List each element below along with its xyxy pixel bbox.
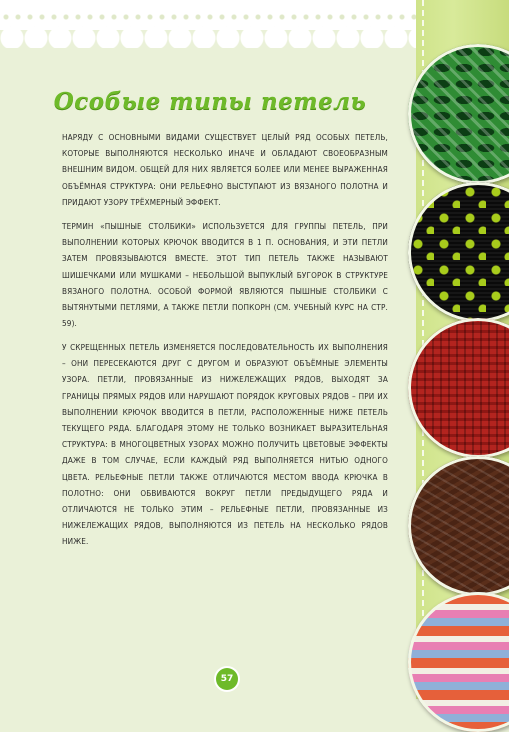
paragraph-puff-stitches: ТЕРМИН «ПЫШНЫЕ СТОЛБИКИ» ИСПОЛЬЗУЕТСЯ ДЛЯ ГРУППЫ ПЕТЕЛЬ, ПРИ ВЫПОЛНЕНИИ КОТОРЫХ КРЮЧОК ВВОДИТСЯ В 1 П. ОСНОВАНИЯ, И ЭТИ ПЕТЛИ ЗАТЕМ ПРОВЯЗЫВАЮТСЯ ВМЕСТЕ. ЭТОТ ТИП ПЕТЕЛЬ ТАКЖЕ НАЗЫВАЮТ ШИШЕЧКАМИ ИЛИ МУШКАМИ – НЕБОЛЬШОЙ ВЫПУКЛЫЙ БУГОРОК В СТРУКТУРЕ ВЯЗАНОГО ПОЛОТНА. ОСОБОЙ ФОРМОЙ ЯВЛЯЮТСЯ ПЫШНЫЕ СТОЛБИКИ С ВЫТЯНУТЫМИ ПЕТЛЯМИ, А ТАКЖЕ ПЕТЛИ ПОПКОРН (СМ. УЧЕБНЫЙ КУРС НА СТР. 59). — [62, 221, 388, 329]
paragraph-intro: НАРЯДУ С ОСНОВНЫМИ ВИДАМИ СУЩЕСТВУЕТ ЦЕЛЫЙ РЯД ОСОБЫХ ПЕТЕЛЬ, КОТОРЫЕ ВЫПОЛНЯЮТСЯ НЕСКОЛЬКО ИНАЧЕ И ОБЛАДАЮТ СВОЕОБРАЗНЫМ ВНЕШНИМ ВИДОМ. ОБЩЕЙ ДЛЯ НИХ ЯВЛЯЕТСЯ БОЛЕЕ ИЛИ МЕНЕЕ ВЫРАЖЕННАЯ ОБЪЁМНАЯ СТРУКТУРА: ОНИ РЕЛЬЕФНО ВЫСТУПАЮТ ИЗ ВЯЗАНОГО ПОЛОТНА И ПРИДАЮТ УЗОРУ ТРЁХМЕРНЫЙ ЭФФЕКТ. — [62, 132, 388, 207]
paragraph-crossed-stitches: У СКРЕЩЕННЫХ ПЕТЕЛЬ ИЗМЕНЯЕТСЯ ПОСЛЕДОВАТЕЛЬНОСТЬ ИХ ВЫПОЛНЕНИЯ – ОНИ ПЕРЕСЕКАЮТСЯ ДРУГ С ДРУГОМ И ОБРАЗУЮТ ОБЪЁМНЫЕ ЭЛЕМЕНТЫ УЗОРА. ПЕТЛИ, ПРОВЯЗАННЫЕ ИЗ НИЖЕЛЕЖАЩИХ РЯДОВ, ВЫХОДЯТ ЗА ГРАНИЦЫ ПРЯМЫХ РЯДОВ ИЛИ НАРУШАЮТ ПОРЯДОК КРУГОВЫХ РЯДОВ – ПРИ ИХ ВЫПОЛНЕНИИ КРЮЧОК ВВОДИТСЯ В ПЕТЛИ, РАСПОЛОЖЕННЫЕ НИЖЕ ПЕТЕЛЬ ТЕКУЩЕГО РЯДА. БЛАГОДАРЯ ЭТОМУ НЕ ТОЛЬКО ВОЗНИКАЕТ ВЫРАЗИТЕЛЬНАЯ СТРУКТУРА: В МНОГОЦВЕТНЫХ УЗОРАХ МОЖНО ПОЛУЧИТЬ ЦВЕТОВЫЕ ЭФФЕКТЫ ДАЖЕ В ТОМ СЛУЧАЕ, ЕСЛИ КАЖДЫЙ РЯД ВЫПОЛНЯЕТСЯ НИТЬЮ ОДНОГО ЦВЕТА. РЕЛЬЕФНЫЕ ПЕТЛИ ТАКЖЕ ОТЛИЧАЮТСЯ МЕСТОМ ВВОДА КРЮЧКА В ПОЛОТНО: ОНИ ОБВИВАЮТСЯ ВОКРУГ ПЕТЛИ ПРЕДЫДУЩЕГО РЯДА И ОТЛИЧАЮТСЯ НЕ ТОЛЬКО ЭТИМ – РЕЛЬЕФНЫЕ ПЕТЛИ, ПРОВЯЗАННЫЕ ИЗ НИЖЕЛЕЖАЩИХ РЯДОВ, ВЫПОЛНЯЮТСЯ ИЗ ПЕТЕЛЬ НА НЕСКОЛЬКО РЯДОВ НИЖЕ. — [62, 342, 388, 547]
page-title: Особые типы петель — [53, 88, 367, 115]
page-number-badge: 57 — [216, 668, 238, 690]
